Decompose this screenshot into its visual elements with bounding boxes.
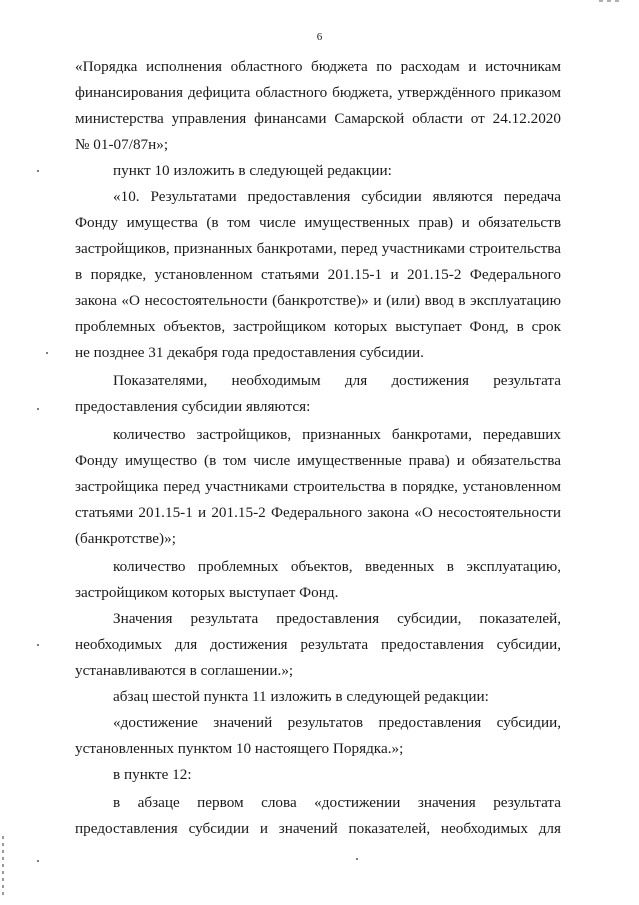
text-line: проблемных объектов, застройщиком которых выступает Фонд, в срок [75, 318, 561, 335]
text-line: абзац шестой пункта 11 изложить в следующей редакции: [113, 688, 489, 705]
text-line: в абзаце первом слова «достижении значения результата [113, 794, 561, 811]
text-line: предоставления субсидии являются: [75, 398, 311, 415]
scan-edge-marks [2, 836, 4, 896]
text-line: застройщиком которых выступает Фонд. [75, 584, 339, 601]
text-line: количество застройщиков, признанных банкротами, передавших [113, 426, 561, 443]
scan-speck [37, 408, 39, 410]
text-line: количество проблемных объектов, введенных в эксплуатацию, [113, 558, 561, 575]
text-line: в пункте 12: [113, 766, 192, 783]
text-line: Фонду имущества (в том числе имущественных прав) и обязательств [75, 214, 561, 231]
text-line: статьями 201.15-1 и 201.15-2 Федерального закона «О несостоятельности [75, 504, 561, 521]
text-line: установленных пунктом 10 настоящего Порядка.»; [75, 740, 404, 757]
scan-speck [46, 352, 48, 354]
text-line: «достижение значений результатов предоставления субсидии, [113, 714, 561, 731]
scan-speck [37, 860, 39, 862]
text-line: не позднее 31 декабря года предоставления субсидии. [75, 344, 424, 361]
text-line: «10. Результатами предоставления субсидии являются передача [113, 188, 561, 205]
text-line: Показателями, необходимым для достижения результата [113, 372, 561, 389]
text-line: министерства управления финансами Самарской области от 24.12.2020 [75, 110, 561, 127]
text-line: финансирования дефицита областного бюджета, утверждённого приказом [75, 84, 561, 101]
text-line: закона «О несостоятельности (банкротстве)» и (или) ввод в эксплуатацию [75, 292, 561, 309]
text-line: предоставления субсидии и значений показателей, необходимых для [75, 820, 561, 837]
text-line: «Порядка исполнения областного бюджета по расходам и источникам [75, 58, 561, 75]
text-line: Значения результата предоставления субсидии, показателей, [113, 610, 561, 627]
scan-speck [356, 858, 358, 860]
text-line: устанавливаются в соглашении.»; [75, 662, 294, 679]
page-number: 6 [316, 31, 323, 43]
text-line: застройщиков, признанных банкротами, перед участниками строительства [75, 240, 561, 257]
text-line: необходимых для достижения результата предоставления субсидии, [75, 636, 561, 653]
text-line: пункт 10 изложить в следующей редакции: [113, 162, 392, 179]
scan-speck [37, 170, 39, 172]
text-line: Фонду имущество (в том числе имущественные права) и обязательства [75, 452, 561, 469]
text-line: в порядке, установленном статьями 201.15-1 и 201.15-2 Федерального [75, 266, 561, 283]
scan-speck [37, 644, 39, 646]
text-line: (банкротстве)»; [75, 530, 176, 547]
text-line: № 01-07/87н»; [75, 136, 169, 153]
scan-speck [599, 0, 621, 2]
text-line: застройщика перед участниками строительства в порядке, установленном [75, 478, 561, 495]
